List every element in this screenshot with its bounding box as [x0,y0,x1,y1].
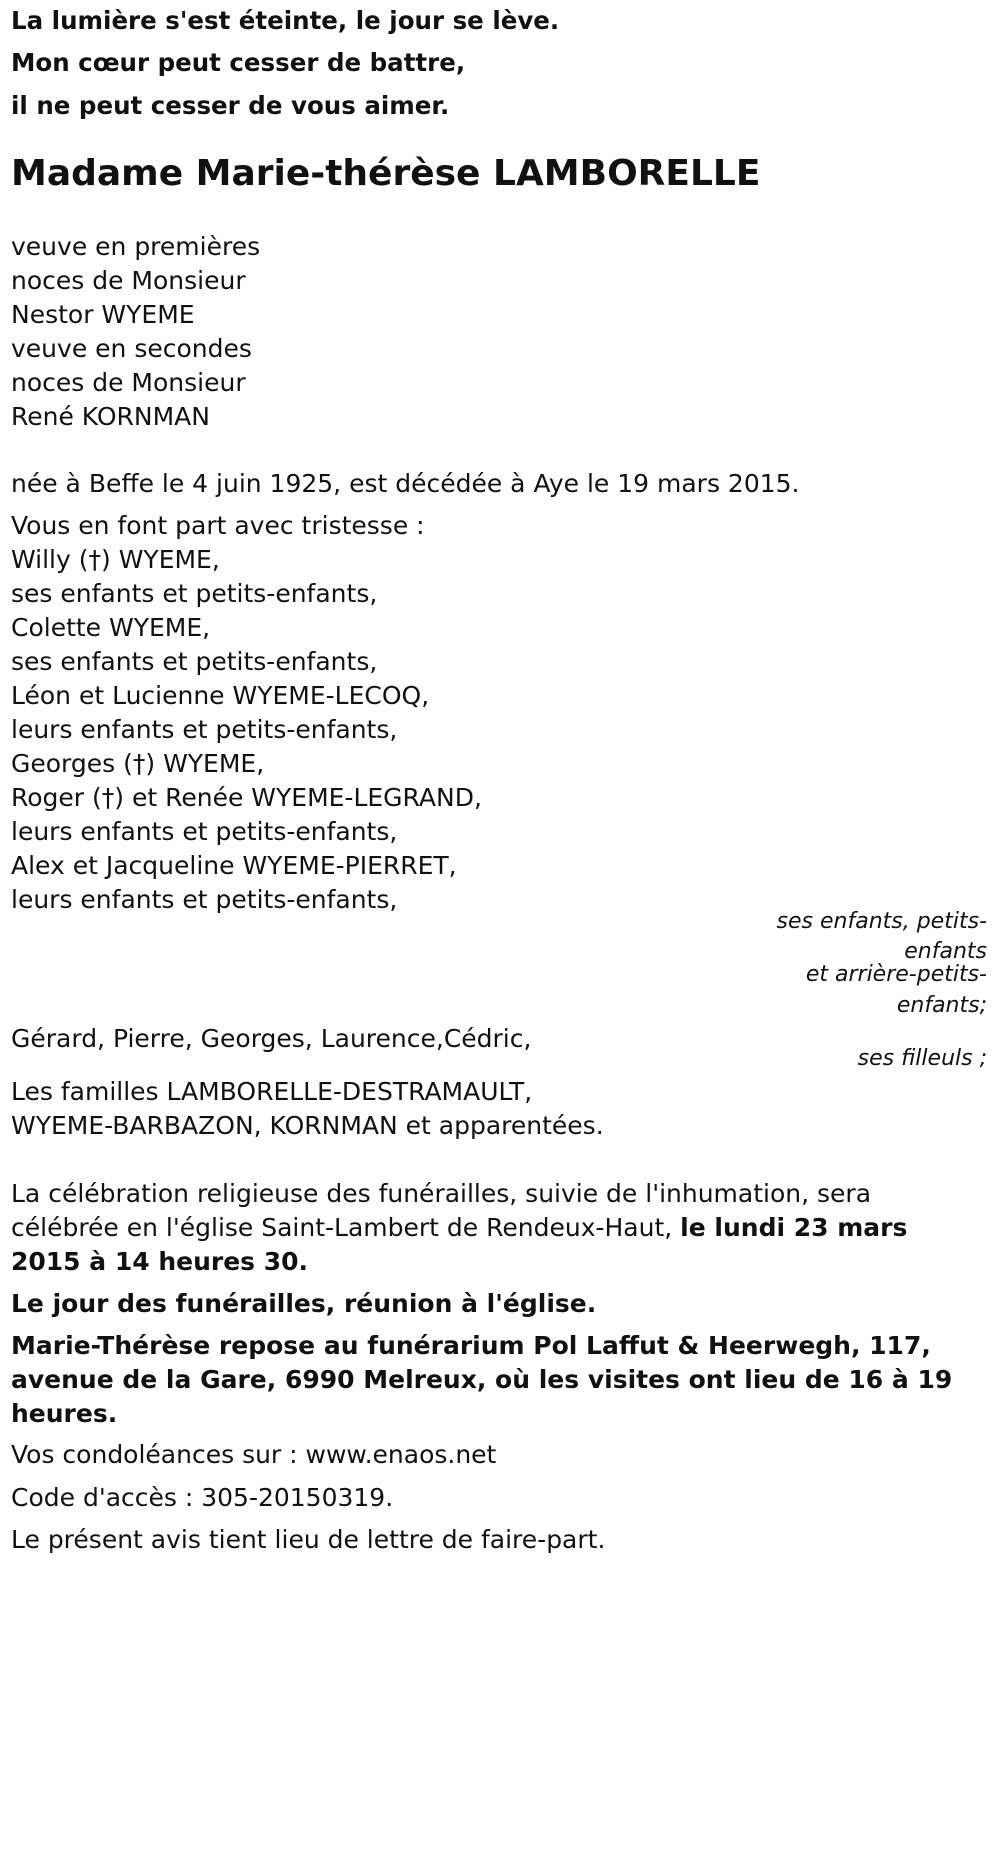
ceremony-location: célébrée en l'église Saint-Lambert de Rendeux-Haut, [11,1213,681,1242]
widow-line: noces de Monsieur [11,266,246,295]
poem-line: il ne peut cesser de vous aimer. [11,91,450,120]
ceremony-date: le lundi 23 mars [680,1213,908,1242]
family-line: Alex et Jacqueline WYEME-PIERRET, [11,851,457,880]
access-code: Code d'accès : 305-20150319. [11,1483,394,1512]
godchildren-note: ses filleuls ; [857,1046,987,1071]
deceased-name: Madame Marie-thérèse LAMBORELLE [11,153,761,194]
family-line: Colette WYEME, [11,613,211,642]
family-line: ses enfants et petits-enfants, [11,579,378,608]
families-line: Les familles LAMBORELLE-DESTRAMAULT, [11,1077,533,1106]
family-line: Willy (†) WYEME, [11,545,220,574]
family-line: ses enfants et petits-enfants, [11,647,378,676]
poem-line: Mon cœur peut cesser de battre, [11,48,466,77]
godchildren: Gérard, Pierre, Georges, Laurence,Cédric, [11,1024,532,1053]
rest-line: heures. [11,1399,118,1428]
family-line: leurs enfants et petits-enfants, [11,715,398,744]
family-line: Roger (†) et Renée WYEME-LEGRAND, [11,783,482,812]
widow-line: René KORNMAN [11,402,210,431]
meeting-note: Le jour des funérailles, réunion à l'église. [11,1289,597,1318]
widow-line: noces de Monsieur [11,368,246,397]
ceremony-time: 2015 à 14 heures 30. [11,1247,309,1276]
family-line: leurs enfants et petits-enfants, [11,885,398,914]
widow-line: veuve en premières [11,232,261,261]
descendants-note: ses enfants, petits- [776,909,987,934]
descendants-note: enfants; [896,993,987,1018]
condolences: Vos condoléances sur : www.enaos.net [11,1440,497,1469]
notice: Le présent avis tient lieu de lettre de faire-part. [11,1525,606,1554]
family-line: Léon et Lucienne WYEME-LECOQ, [11,681,430,710]
descendants-note: enfants [904,939,987,964]
families-line: WYEME-BARBAZON, KORNMAN et apparentées. [11,1111,604,1140]
family-line: leurs enfants et petits-enfants, [11,817,398,846]
rest-line: avenue de la Gare, 6990 Melreux, où les visites ont lieu de 16 à 19 [11,1365,953,1394]
ceremony-line [11,1210,907,1246]
descendants-note: et arrière-petits- [805,962,987,987]
widow-line: Nestor WYEME [11,300,195,329]
birth-death: née à Beffe le 4 juin 1925, est décédée à Aye le 19 mars 2015. [11,469,800,498]
announcement: Vous en font part avec tristesse : [11,511,425,540]
rest-line: Marie-Thérèse repose au funérarium Pol Laffut & Heerwegh, 117, [11,1331,931,1360]
poem-line: La lumière s'est éteinte, le jour se lève. [11,6,560,35]
ceremony-line: La célébration religieuse des funérailles, suivie de l'inhumation, sera [11,1179,872,1208]
widow-line: veuve en secondes [11,334,252,363]
family-line: Georges (†) WYEME, [11,749,265,778]
